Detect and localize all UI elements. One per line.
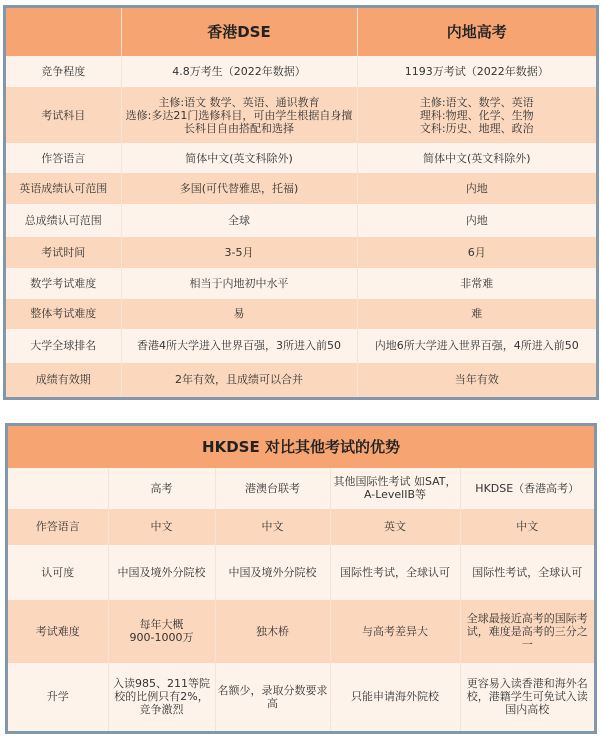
row-label: 作答语言 — [8, 509, 108, 545]
table-cell: 1193万考试（2022年数据） — [357, 56, 596, 87]
row-label: 认可度 — [8, 545, 108, 600]
row-label: 英语成绩认可范围 — [6, 173, 121, 204]
table-cell: 英文 — [330, 509, 460, 545]
table-cell: 每年大概 900-1000万 — [108, 600, 215, 662]
table-cell: 难 — [357, 299, 596, 329]
header-cell: 其他国际性考试 如SAT，A-LevelIB等 — [330, 468, 460, 508]
table-cell: 相当于内地初中水平 — [121, 268, 357, 299]
row-label: 考试时间 — [6, 237, 121, 268]
table-row — [6, 268, 596, 299]
row-label: 总成绩认可范围 — [6, 204, 121, 236]
table-cell: 内地 — [357, 173, 596, 204]
row-label: 数学考试难度 — [6, 268, 121, 299]
table-cell: 3-5月 — [121, 237, 357, 268]
table-cell: 当年有效 — [357, 363, 596, 397]
table-row — [6, 87, 596, 143]
hkdse-advantages-table — [5, 423, 597, 734]
row-label: 大学全球排名 — [6, 329, 121, 363]
row-label: 升学 — [8, 663, 108, 731]
table-row — [6, 237, 596, 268]
table-cell: 主修:语文、数学、英语 理科:物理、化学、生物 文科:历史、地理、政治 — [357, 87, 596, 143]
table-cell: 中文 — [108, 509, 215, 545]
table-row — [8, 600, 594, 662]
table-cell: 中文 — [215, 509, 330, 545]
table-row — [6, 363, 596, 397]
dse-vs-gaokao-table — [3, 5, 599, 400]
header-cell: 港澳台联考 — [215, 468, 330, 508]
table-cell: 更容易入读香港和海外名校，港籍学生可免试入读国内高校 — [460, 663, 594, 731]
table-row — [8, 509, 594, 545]
table-row — [6, 204, 596, 236]
table-cell: 内地6所大学进入世界百强，4所进入前50 — [357, 329, 596, 363]
header-cell — [8, 468, 108, 508]
table-cell: 多国(可代替雅思，托福) — [121, 173, 357, 204]
row-label: 考试科目 — [6, 87, 121, 143]
table-row — [6, 299, 596, 329]
table-cell: 4.8万考生（2022年数据） — [121, 56, 357, 87]
table-cell: 国际性考试，全球认可 — [330, 545, 460, 600]
header-cell: HKDSE（香港高考） — [460, 468, 594, 508]
table-cell: 中文 — [460, 509, 594, 545]
table-cell: 非常难 — [357, 268, 596, 299]
row-label: 整体考试难度 — [6, 299, 121, 329]
header-cell — [6, 8, 121, 56]
table-cell: 国际性考试，全球认可 — [460, 545, 594, 600]
table-cell: 简体中文(英文科除外) — [121, 143, 357, 173]
table-row — [6, 56, 596, 87]
table-cell: 内地 — [357, 204, 596, 236]
table-cell: 简体中文(英文科除外) — [357, 143, 596, 173]
table-title: HKDSE 对比其他考试的优势 — [8, 426, 594, 468]
row-label: 竞争程度 — [6, 56, 121, 87]
table-row — [6, 329, 596, 363]
table-row — [8, 545, 594, 600]
table-cell: 中国及境外分院校 — [108, 545, 215, 600]
table-cell: 中国及境外分院校 — [215, 545, 330, 600]
table-row — [6, 143, 596, 173]
table-cell: 香港4所大学进入世界百强，3所进入前50 — [121, 329, 357, 363]
row-label: 作答语言 — [6, 143, 121, 173]
table-cell: 全球 — [121, 204, 357, 236]
table-cell: 名额少，录取分数要求高 — [215, 663, 330, 731]
header-cell: 内地高考 — [357, 8, 596, 56]
row-label: 成绩有效期 — [6, 363, 121, 397]
table-cell: 只能申请海外院校 — [330, 663, 460, 731]
table-row — [6, 173, 596, 204]
header-cell: 香港DSE — [121, 8, 357, 56]
table-cell: 与高考差异大 — [330, 600, 460, 662]
header-cell: 高考 — [108, 468, 215, 508]
table-row — [8, 663, 594, 731]
table-cell: 入读985、211等院校的比例只有2%，竞争激烈 — [108, 663, 215, 731]
row-label: 考试难度 — [8, 600, 108, 662]
table-cell: 全球最接近高考的国际考试，难度是高考的三分之一 — [460, 600, 594, 662]
table-cell: 易 — [121, 299, 357, 329]
table-cell: 独木桥 — [215, 600, 330, 662]
table-cell: 6月 — [357, 237, 596, 268]
table-cell: 主修:语文 数学、英语、通识教育 选修:多达21门选修科目，可由学生根据自身擅长科目自由搭配和选择 — [121, 87, 357, 143]
table-cell: 2年有效，且成绩可以合并 — [121, 363, 357, 397]
